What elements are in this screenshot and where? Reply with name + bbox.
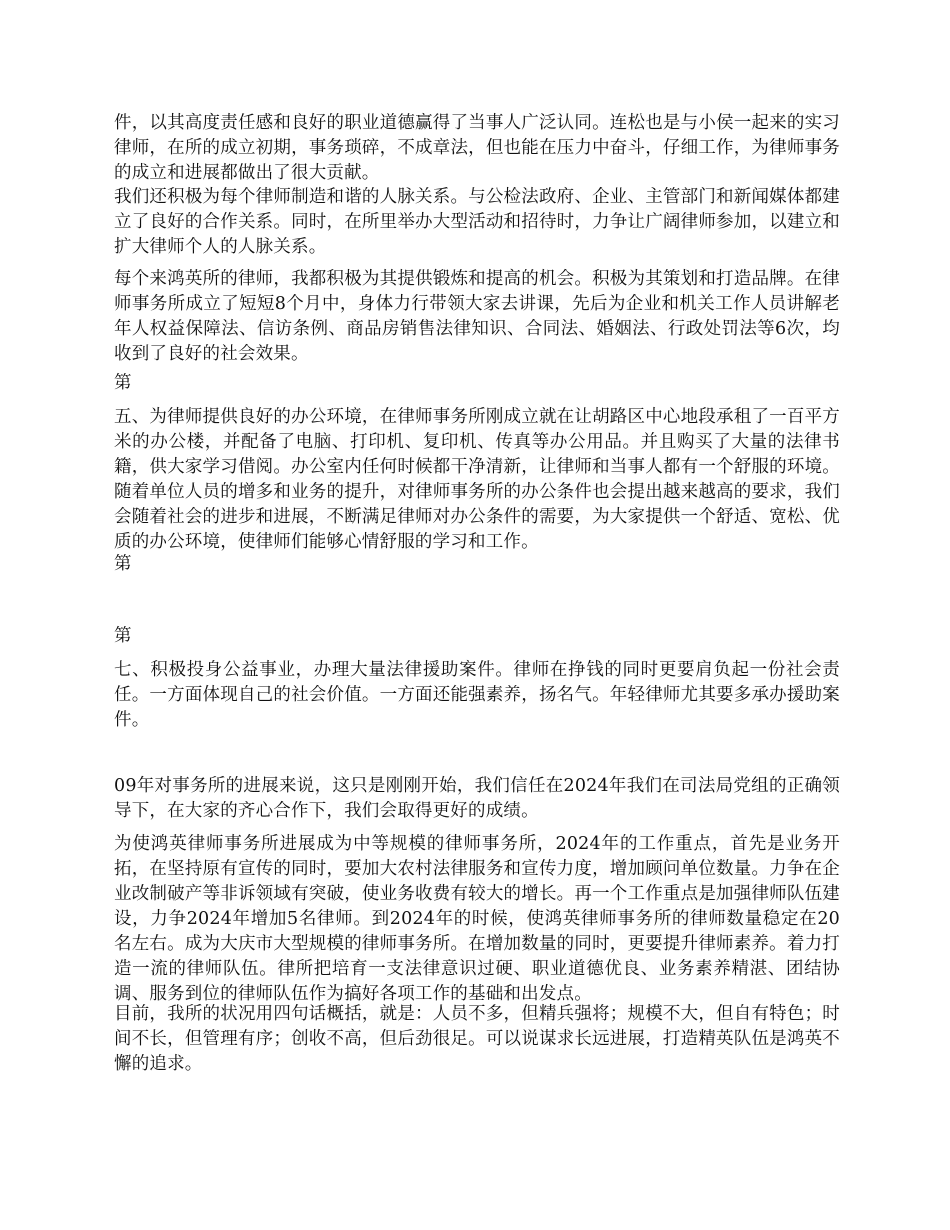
section-marker: 第 [114, 373, 132, 393]
section-marker: 第 [114, 626, 132, 646]
paragraph-public-welfare: 七、积极投身公益事业，办理大量法律援助案件。律师在挣钱的同时更要肩负起一份社会责任。一方面体现自己的社会价值。一方面还能强素养，扬名气。年轻律师尤其要多承办援助案件。 [114, 660, 840, 730]
paragraph-office-environment: 五、为律师提供良好的办公环境，在律师事务所刚成立就在让胡路区中心地段承租了一百平方米的办公楼，并配备了电脑、打印机、复印机、传真等办公用品。并且购买了大量的法律书籍，供大家学习借阅。办公室内任何时候都干净清新，让律师和当事人都有一个舒服的环境。随着单位人员的增多和业务的提升，对律师事务所的办公条件也会提出越来越高的要求，我们会随着社会的进步和进展，不断满足律师对办公条件的需要，为大家提供一个舒适、宽松、优质的办公环境，使律师们能够心情舒服的学习和工作。 [114, 407, 840, 552]
section-marker: 第 [114, 554, 132, 574]
paragraph-work-priorities: 为使鸿英律师事务所进展成为中等规模的律师事务所，2024年的工作重点，首先是业务开拓，在坚持原有宣传的同时，要加大农村法律服务和宣传力度，增加顾问单位数量。力争在企业改制破产等非诉领域有突破，使业务收费有较大的增长。再一个工作重点是加强律师队伍建设，力争2024年增加5名律师。到2024年的时候，使鸿英律师事务所的律师数量稳定在20名左右。成为大庆市大型规模的律师事务所。在增加数量的同时，更要提升律师素养。着力打造一流的律师队伍。律所把培育一支法律意识过硬、职业道德优良、业务素养精湛、团结协调、服务到位的律师队伍作为搞好各项工作的基础和出发点。 [114, 834, 840, 1004]
paragraph-training: 每个来鸿英所的律师，我都积极为其提供锻炼和提高的机会。积极为其策划和打造品牌。在律师事务所成立了短短8个月中，身体力行带领大家去讲课，先后为企业和机关工作人员讲解老年人权益保障法、信访条例、商品房销售法律知识、合同法、婚姻法、行政处罚法等6次，均收到了良好的社会效果。 [114, 269, 840, 364]
paragraph-summary: 目前，我所的状况用四句话概括，就是：人员不多，但精兵强将；规模不大，但自有特色；时间不长，但管理有序；创收不高，但后劲很足。可以说谋求长远进展，打造精英队伍是鸿英不懈的追求。 [114, 1004, 840, 1074]
paragraph-relationships: 我们还积极为每个律师制造和谐的人脉关系。与公检法政府、企业、主管部门和新闻媒体都建立了良好的合作关系。同时，在所里举办大型活动和招待时，力争让广阔律师参加，以建立和扩大律师个人的人脉关系。 [114, 187, 840, 257]
paragraph-outlook: 09年对事务所的进展来说，这只是刚刚开始，我们信任在2024年我们在司法局党组的正确领导下，在大家的齐心合作下，我们会取得更好的成绩。 [114, 776, 840, 821]
paragraph-intern-lawyers: 件，以其高度责任感和良好的职业道德赢得了当事人广泛认同。连松也是与小侯一起来的实习律师，在所的成立初期，事务琐碎，不成章法，但也能在压力中奋斗，仔细工作，为律师事务的成立和进展都做出了很大贡献。 [114, 113, 840, 183]
